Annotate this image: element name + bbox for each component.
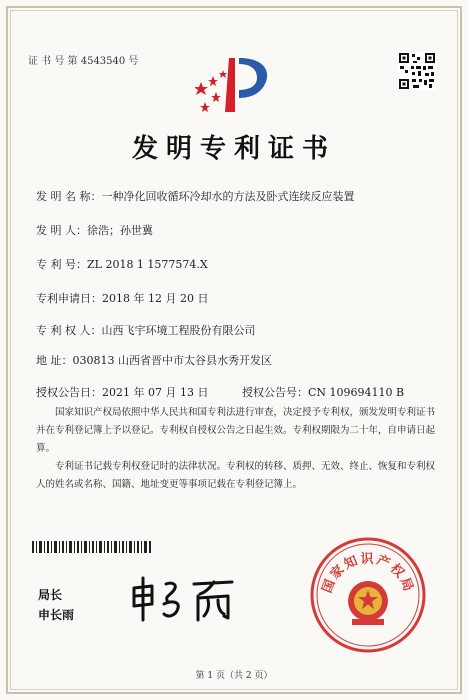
patentee-value: 山西飞宇环境工程股份有限公司 <box>101 324 256 337</box>
patent-number-value: ZL 2018 1 1577574.X <box>87 258 208 271</box>
patentee-row <box>36 322 256 338</box>
filing-date-row <box>36 290 208 306</box>
qr-code-icon <box>398 52 436 90</box>
address-row <box>36 352 272 368</box>
grant-number-value: CN 109694110 B <box>308 386 405 399</box>
cnipa-logo-icon <box>195 52 275 120</box>
signatory-name: 申长雨 <box>38 608 75 622</box>
seal-text: 国家知识产权局 <box>319 552 417 596</box>
patentee-label: 专 利 权 人： <box>36 324 102 337</box>
address-label: 地 址： <box>36 354 73 367</box>
patent-number-row <box>36 256 208 272</box>
invention-name-value: 一种净化回收循环冷却水的方法及卧式连续反应装置 <box>101 190 355 203</box>
invention-name-row <box>36 188 355 204</box>
grant-date-label: 授权公告日： <box>36 386 102 399</box>
inventor-label: 发 明 人： <box>36 224 87 237</box>
page-footer: 第 1 页（共 2 页） <box>195 671 273 681</box>
grant-date-row <box>36 384 208 400</box>
filing-date-label: 专利申请日： <box>36 292 102 305</box>
certificate-number: 证 书 号 第 4543540 号 <box>28 56 139 67</box>
statement-paragraph-2: 专利证书记载专利权登记时的法律状况。专利权的转移、质押、无效、终止、恢复和专利权人的姓名或名称、国籍、地址变更等事项记载在专利登记簿上。 <box>36 461 436 490</box>
inventor-value: 徐浩；孙世冀 <box>87 224 153 237</box>
grant-date-value: 2021 年 07 月 13 日 <box>102 386 209 399</box>
inventor-row <box>36 222 153 238</box>
invention-name-label: 发 明 名 称： <box>36 190 102 203</box>
official-seal-icon <box>308 535 428 655</box>
patent-number-label: 专 利 号： <box>36 258 87 271</box>
grant-number-label: 授权公告号： <box>242 386 308 399</box>
grant-number-row <box>242 384 404 400</box>
filing-date-value: 2018 年 12 月 20 日 <box>102 292 209 305</box>
statement-paragraph-1: 国家知识产权局依照中华人民共和国专利法进行审查，决定授予专利权，颁发发明专利证书并在专利登记簿上予以登记。专利权自授权公告之日起生效。专利权期限为二十年，自申请日起算。 <box>36 407 436 454</box>
handwritten-signature-icon <box>128 574 238 626</box>
barcode-icon <box>32 541 152 553</box>
signatory-title: 局长 <box>38 588 63 602</box>
page-title: 发明专利证书 <box>131 134 336 164</box>
address-value: 030813 山西省晋中市太谷县水秀开发区 <box>72 354 272 367</box>
